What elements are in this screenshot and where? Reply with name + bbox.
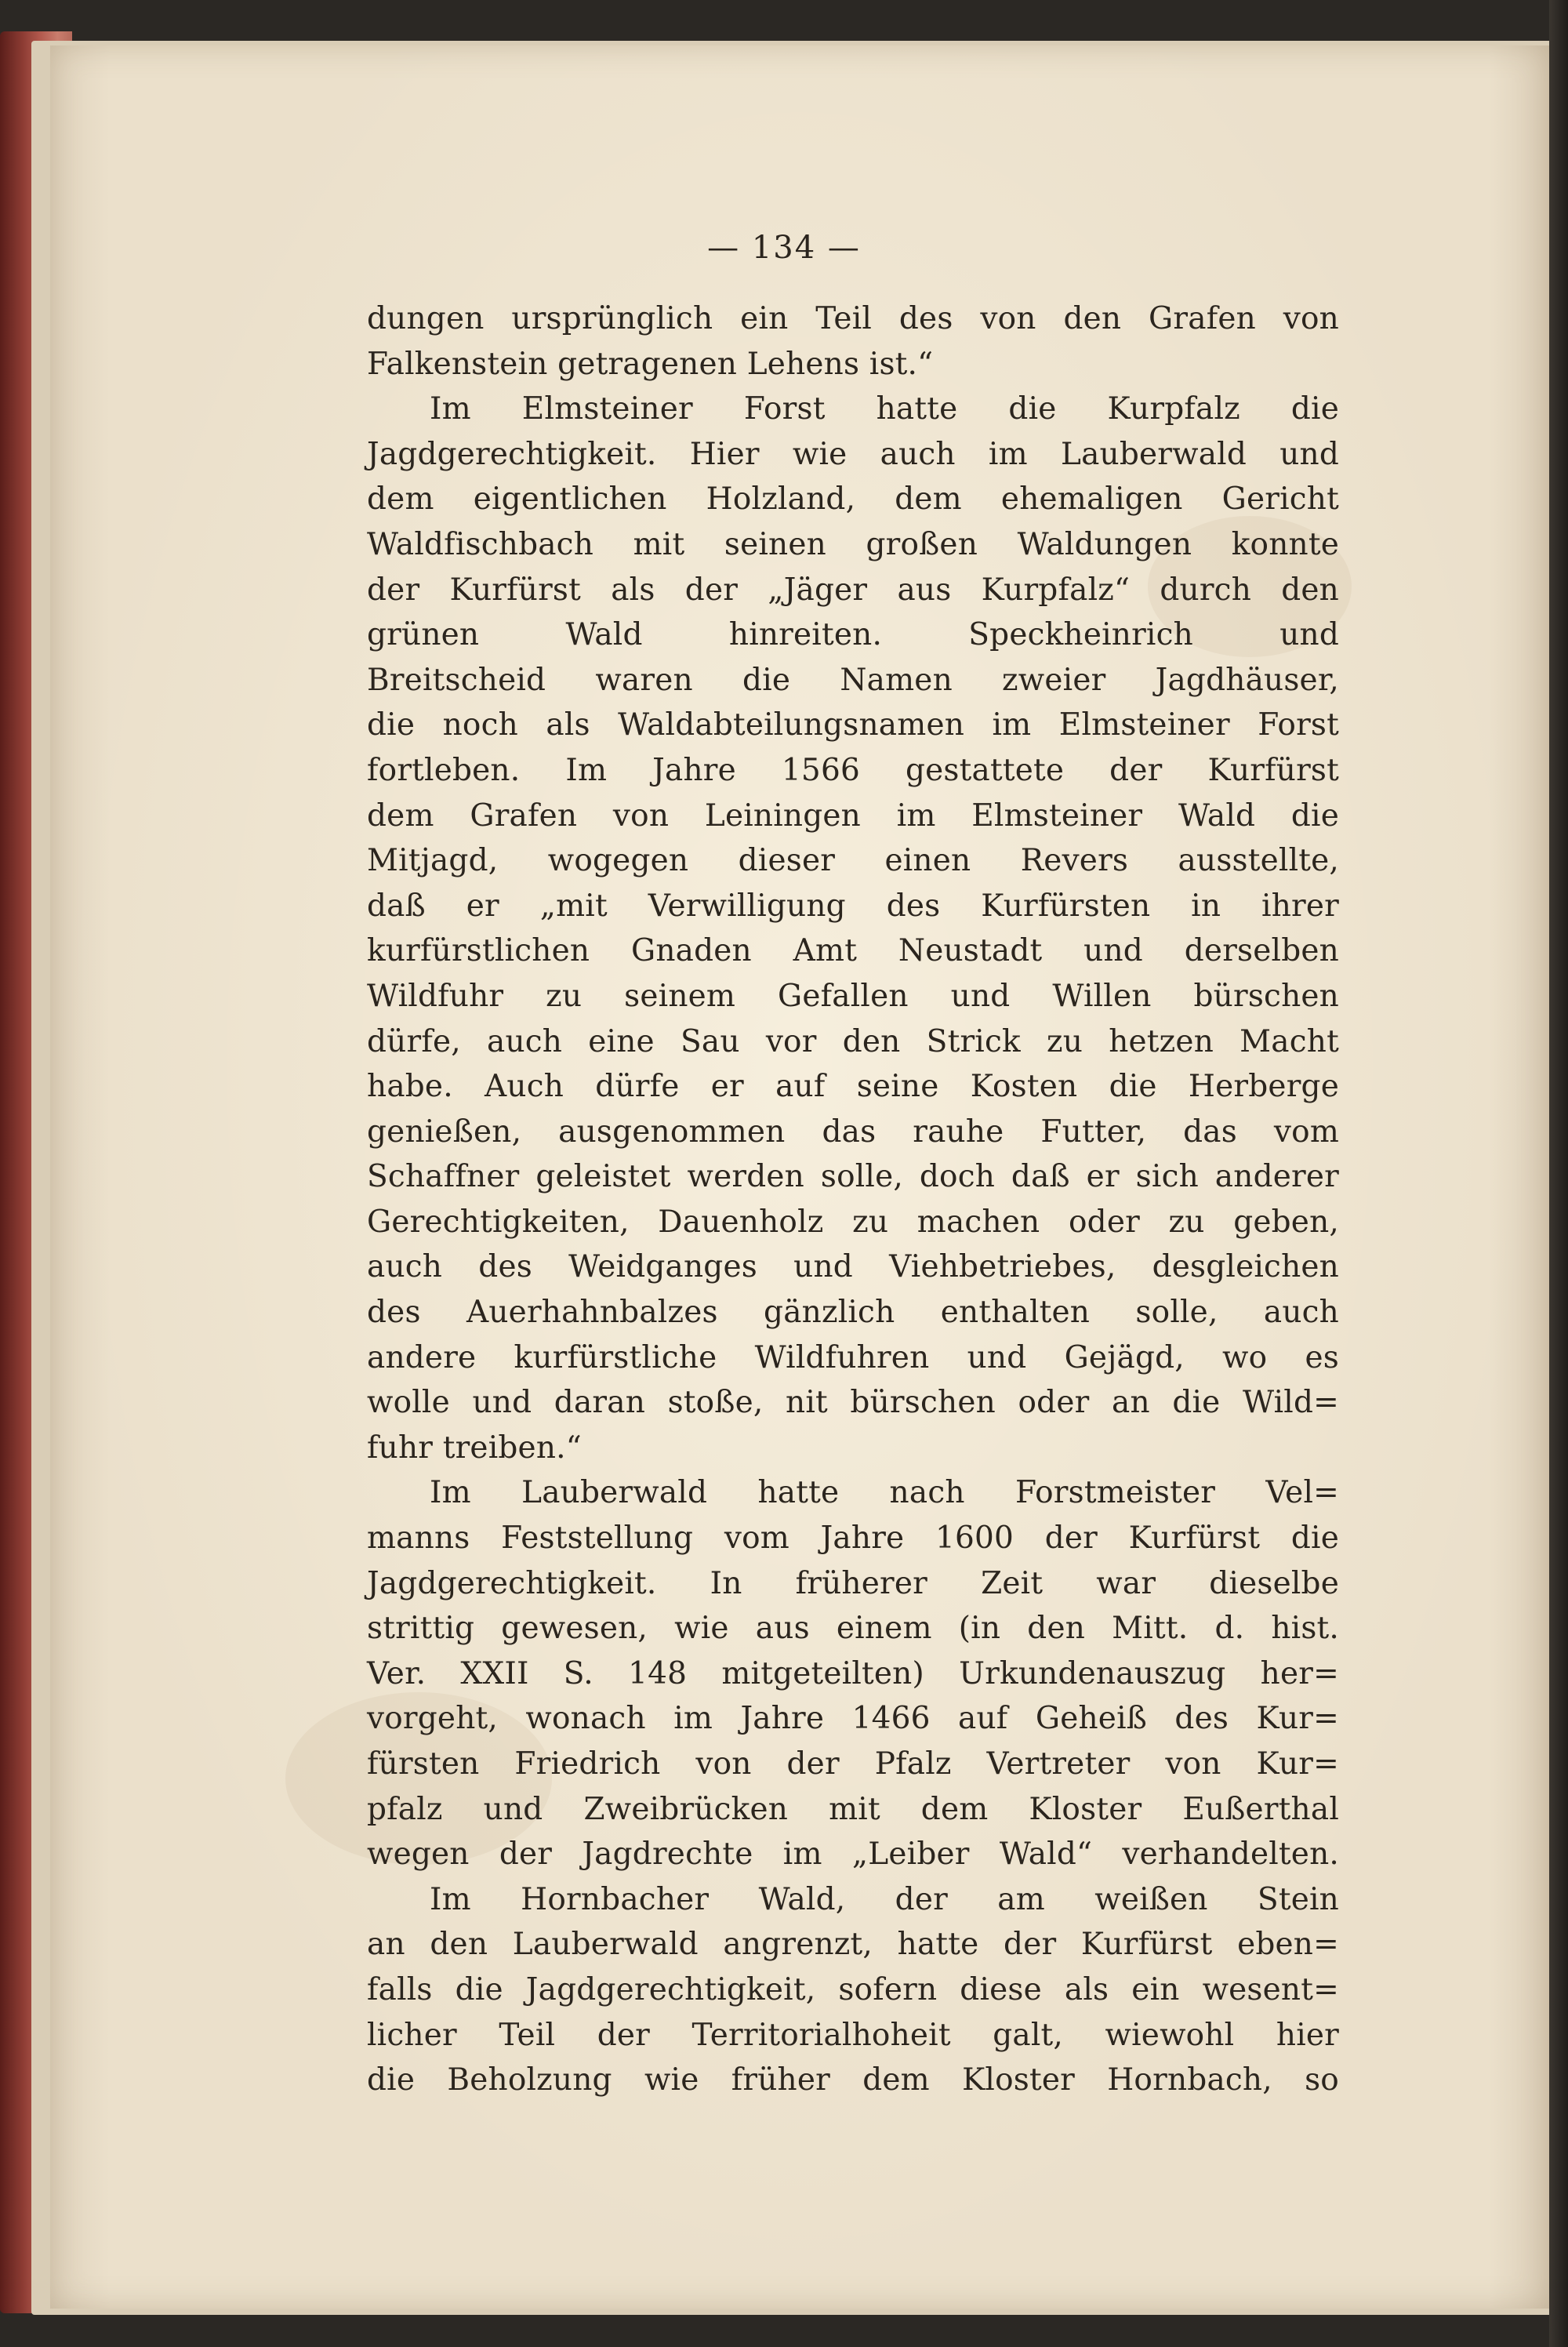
text-line: wegen der Jagdrechte im „Leiber Wald“ verhandelten.: [367, 1837, 1339, 1873]
text-line: kurfürstlichen Gnaden Amt Neustadt und derselben: [367, 933, 1339, 969]
text-line: Wildfuhr zu seinem Gefallen und Willen bürschen: [367, 978, 1339, 1014]
text-line: wolle und daran stoße, nit bürschen oder an die Wild=: [367, 1385, 1339, 1421]
text-line: der Kurfürst als der „Jäger aus Kurpfalz“ durch den: [367, 572, 1339, 608]
text-line: Im Hornbacher Wald, der am weißen Stein: [430, 1881, 1339, 1917]
text-line: strittig gewesen, wie aus einem (in den Mitt. d. hist.: [367, 1611, 1339, 1647]
text-line: pfalz und Zweibrücken mit dem Kloster Eußerthal: [367, 1791, 1339, 1827]
text-line: genießen, ausgenommen das rauhe Futter, das vom: [367, 1114, 1339, 1150]
text-line: Falkenstein getragenen Lehens ist.“: [367, 346, 934, 382]
text-line: Jagdgerechtigkeit. Hier wie auch im Lauberwald und: [367, 436, 1339, 472]
text-line: dem Grafen von Leiningen im Elmsteiner Wald die: [367, 797, 1339, 834]
text-line: Ver. XXII S. 148 mitgeteilten) Urkundenauszug her=: [367, 1655, 1339, 1691]
text-line: Im Lauberwald hatte nach Forstmeister Vel=: [430, 1475, 1339, 1511]
text-line: Im Elmsteiner Forst hatte die Kurpfalz die: [430, 391, 1339, 427]
text-line: die noch als Waldabteilungsnamen im Elmsteiner Forst: [367, 707, 1339, 743]
text-line: falls die Jagdgerechtigkeit, sofern diese als ein wesent=: [367, 1971, 1339, 2007]
text-line: Breitscheid waren die Namen zweier Jagdhäuser,: [367, 662, 1339, 698]
text-line: dem eigentlichen Holzland, dem ehemaligen Gericht: [367, 481, 1339, 518]
text-line: dürfe, auch eine Sau vor den Strick zu hetzen Macht: [367, 1023, 1339, 1059]
text-line: fürsten Friedrich von der Pfalz Vertreter von Kur=: [367, 1746, 1339, 1782]
text-line: Schaffner geleistet werden solle, doch daß er sich anderer: [367, 1159, 1339, 1195]
text-line: auch des Weidganges und Viehbetriebes, desgleichen: [367, 1249, 1339, 1285]
page-number: — 134 —: [707, 230, 861, 266]
text-line: habe. Auch dürfe er auf seine Kosten die Herberge: [367, 1069, 1339, 1105]
text-line: fuhr treiben.“: [367, 1430, 582, 1466]
text-line: manns Feststellung vom Jahre 1600 der Kurfürst die: [367, 1520, 1339, 1557]
scan-edge-right: [1549, 0, 1568, 2347]
text-line: des Auerhahnbalzes gänzlich enthalten solle, auch: [367, 1295, 1339, 1331]
text-line: die Beholzung wie früher dem Kloster Hornbach, so: [367, 2062, 1339, 2098]
text-line: grünen Wald hinreiten. Speckheinrich und: [367, 617, 1339, 653]
text-line: dungen ursprünglich ein Teil des von den Grafen von: [367, 301, 1339, 336]
text-line: vorgeht, wonach im Jahre 1466 auf Geheiß des Kur=: [367, 1701, 1339, 1737]
text-line: Jagdgerechtigkeit. In früherer Zeit war dieselbe: [367, 1565, 1339, 1601]
text-line: andere kurfürstliche Wildfuhren und Gejägd, wo es: [367, 1339, 1339, 1375]
text-line: Gerechtigkeiten, Dauenholz zu machen oder zu geben,: [367, 1204, 1339, 1240]
text-line: an den Lauberwald angrenzt, hatte der Kurfürst eben=: [367, 1927, 1339, 1963]
text-line: licher Teil der Territorialhoheit galt, wiewohl hier: [367, 2017, 1339, 2053]
text-line: Mitjagd, wogegen dieser einen Revers ausstellte,: [367, 843, 1339, 879]
text-line: daß er „mit Verwilligung des Kurfürsten in ihrer: [367, 888, 1339, 924]
text-line: fortleben. Im Jahre 1566 gestattete der Kurfürst: [367, 752, 1339, 788]
text-line: Waldfischbach mit seinen großen Waldungen konnte: [367, 526, 1339, 562]
body-text: [367, 296, 1339, 2103]
